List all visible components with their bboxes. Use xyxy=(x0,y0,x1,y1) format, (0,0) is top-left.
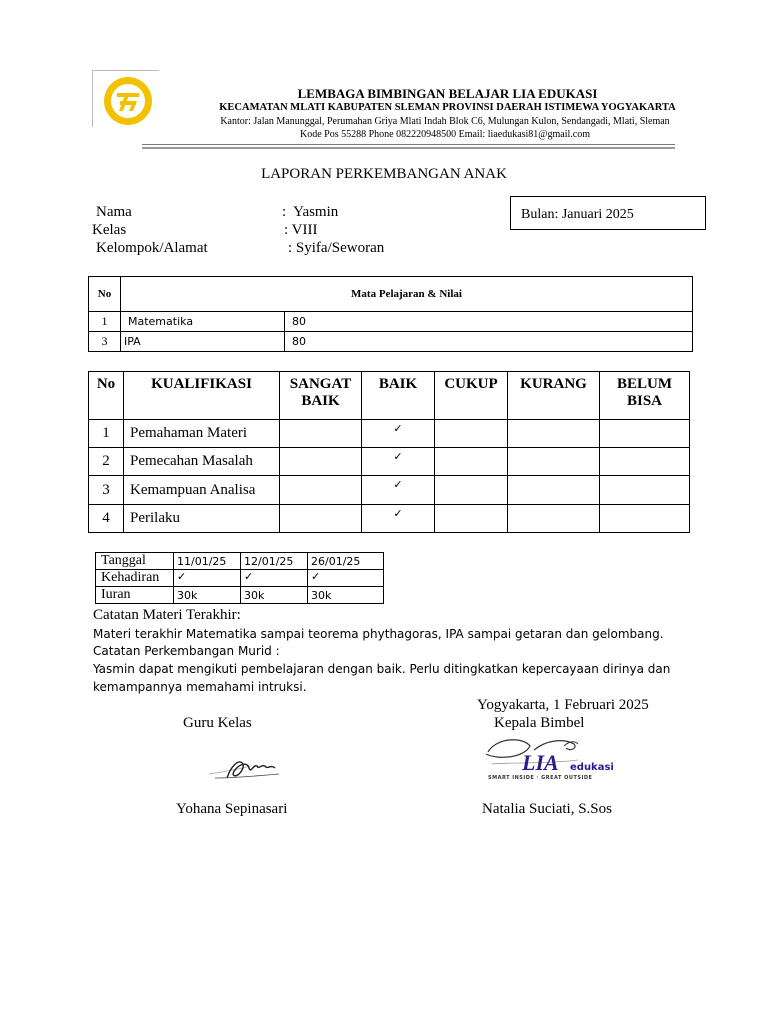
qual-row-label: Pemahaman Materi xyxy=(124,420,280,448)
check-icon: ✓ xyxy=(362,420,435,448)
qual-belum-bisa-header: BELUM BISA xyxy=(600,372,690,420)
subjects-no-header: No xyxy=(89,277,121,312)
left-signer-name: Yohana Sepinasari xyxy=(176,801,288,817)
qual-cell-kurang xyxy=(508,420,600,448)
letterhead-divider xyxy=(142,144,675,149)
subjects-table xyxy=(88,276,693,352)
subject-score: 80 xyxy=(285,332,693,352)
name-label: Nama xyxy=(96,204,132,220)
check-icon: ✓ xyxy=(362,476,435,505)
table-row xyxy=(89,448,690,476)
month-label: Bulan: Januari 2025 xyxy=(521,207,634,222)
place-date: Yogyakarta, 1 Februari 2025 xyxy=(477,697,649,713)
attendance-date: 26/01/25 xyxy=(308,553,384,570)
check-icon: ✓ xyxy=(362,448,435,476)
subjects-title-header: Mata Pelajaran & Nilai xyxy=(121,277,693,312)
qual-cell-kurang xyxy=(508,448,600,476)
attendance-fee: 30k xyxy=(308,587,384,604)
qual-no-header: No xyxy=(89,372,124,420)
table-row xyxy=(89,505,690,533)
qual-row-label: Pemecahan Masalah xyxy=(124,448,280,476)
qual-row-no: 1 xyxy=(89,420,124,448)
table-row xyxy=(89,312,693,332)
qual-cukup-header: CUKUP xyxy=(435,372,508,420)
table-row xyxy=(89,420,690,448)
org-address: Kantor: Jalan Manunggal, Perumahan Griya Mlati Indah Blok C6, Mulungan Kulon, Sendangadi, Mlati, Sleman xyxy=(220,116,670,127)
check-icon: ✓ xyxy=(308,570,384,587)
attendance-date-label: Tanggal xyxy=(96,553,174,570)
qual-cell-sangat-baik xyxy=(280,420,362,448)
qual-row-no: 3 xyxy=(89,476,124,505)
stamp-logo-text: LIA xyxy=(522,750,559,775)
signature-icon xyxy=(205,752,285,786)
check-icon: ✓ xyxy=(241,570,308,587)
stamp-tagline: SMART INSIDE · GREAT OUTSIDE xyxy=(488,775,593,781)
group-value: : Syifa/Seworan xyxy=(288,240,385,256)
qual-cell-cukup xyxy=(435,505,508,533)
qual-cell-cukup xyxy=(435,420,508,448)
subject-score: 80 xyxy=(285,312,693,332)
report-title: LAPORAN PERKEMBANGAN ANAK xyxy=(261,166,507,182)
qual-cell-kurang xyxy=(508,476,600,505)
qual-cell-sangat-baik xyxy=(280,476,362,505)
attendance-date: 12/01/25 xyxy=(241,553,308,570)
subject-name: Matematika xyxy=(121,312,285,332)
qual-cell-cukup xyxy=(435,476,508,505)
class-label: Kelas xyxy=(92,222,127,238)
month-box xyxy=(510,196,706,230)
stamp-suffix: edukasi xyxy=(570,762,614,773)
progress-text-continued: kemampannya memahami intruksi. xyxy=(93,680,307,694)
qual-sangat-baik-header: SANGAT BAIK xyxy=(280,372,362,420)
attendance-fee: 30k xyxy=(241,587,308,604)
qual-cell-sangat-baik xyxy=(280,448,362,476)
qual-row-no: 2 xyxy=(89,448,124,476)
attendance-presence-label: Kehadiran xyxy=(96,570,174,587)
progress-title: Catatan Perkembangan Murid : xyxy=(93,644,280,658)
check-icon: ✓ xyxy=(362,505,435,533)
qual-cell-belum-bisa xyxy=(600,476,690,505)
table-row xyxy=(89,332,693,352)
attendance-fee: 30k xyxy=(174,587,241,604)
qual-kualifikasi-header: KUALIFIKASI xyxy=(124,372,280,420)
teacher-signature xyxy=(205,752,285,786)
last-material-title: Catatan Materi Terakhir: xyxy=(93,607,241,623)
table-row xyxy=(89,476,690,505)
progress-text: Yasmin dapat mengikuti pembelajaran dengan baik. Perlu ditingkatkan kepercayaan dirinya dan xyxy=(93,662,671,676)
org-name: LEMBAGA BIMBINGAN BELAJAR LIA EDUKASI xyxy=(297,86,598,101)
qual-kurang-header: KURANG xyxy=(508,372,600,420)
class-value: : VIII xyxy=(284,222,318,238)
qual-baik-header: BAIK xyxy=(362,372,435,420)
subject-name: IPA xyxy=(121,332,285,352)
subject-no: 1 xyxy=(89,312,121,332)
qual-row-label: Kemampuan Analisa xyxy=(124,476,280,505)
qual-row-no: 4 xyxy=(89,505,124,533)
qual-cell-belum-bisa xyxy=(600,420,690,448)
attendance-table xyxy=(95,552,384,604)
qual-cell-sangat-baik xyxy=(280,505,362,533)
institution-stamp xyxy=(478,734,618,788)
qual-row-label: Perilaku xyxy=(124,505,280,533)
qual-cell-belum-bisa xyxy=(600,505,690,533)
group-label: Kelompok/Alamat xyxy=(96,240,208,256)
left-role: Guru Kelas xyxy=(183,715,252,731)
qualification-table xyxy=(88,371,690,533)
org-region: KECAMATAN MLATI KABUPATEN SLEMAN PROVINSI DAERAH ISTIMEWA YOGYAKARTA xyxy=(219,102,676,113)
qual-cell-cukup xyxy=(435,448,508,476)
name-value: : Yasmin xyxy=(282,204,339,220)
right-signer-name: Natalia Suciati, S.Sos xyxy=(482,801,612,817)
qual-cell-belum-bisa xyxy=(600,448,690,476)
attendance-date: 11/01/25 xyxy=(174,553,241,570)
last-material-text: Materi terakhir Matematika sampai teorema phythagoras, IPA sampai getaran dan gelombang. xyxy=(93,627,664,641)
right-role: Kepala Bimbel xyxy=(494,715,585,731)
check-icon: ✓ xyxy=(174,570,241,587)
qual-cell-kurang xyxy=(508,505,600,533)
subject-no: 3 xyxy=(89,332,121,352)
attendance-fee-label: Iuran xyxy=(96,587,174,604)
org-contact: Kode Pos 55288 Phone 082220948500 Email: liaedukasi81@gmail.com xyxy=(299,129,590,140)
